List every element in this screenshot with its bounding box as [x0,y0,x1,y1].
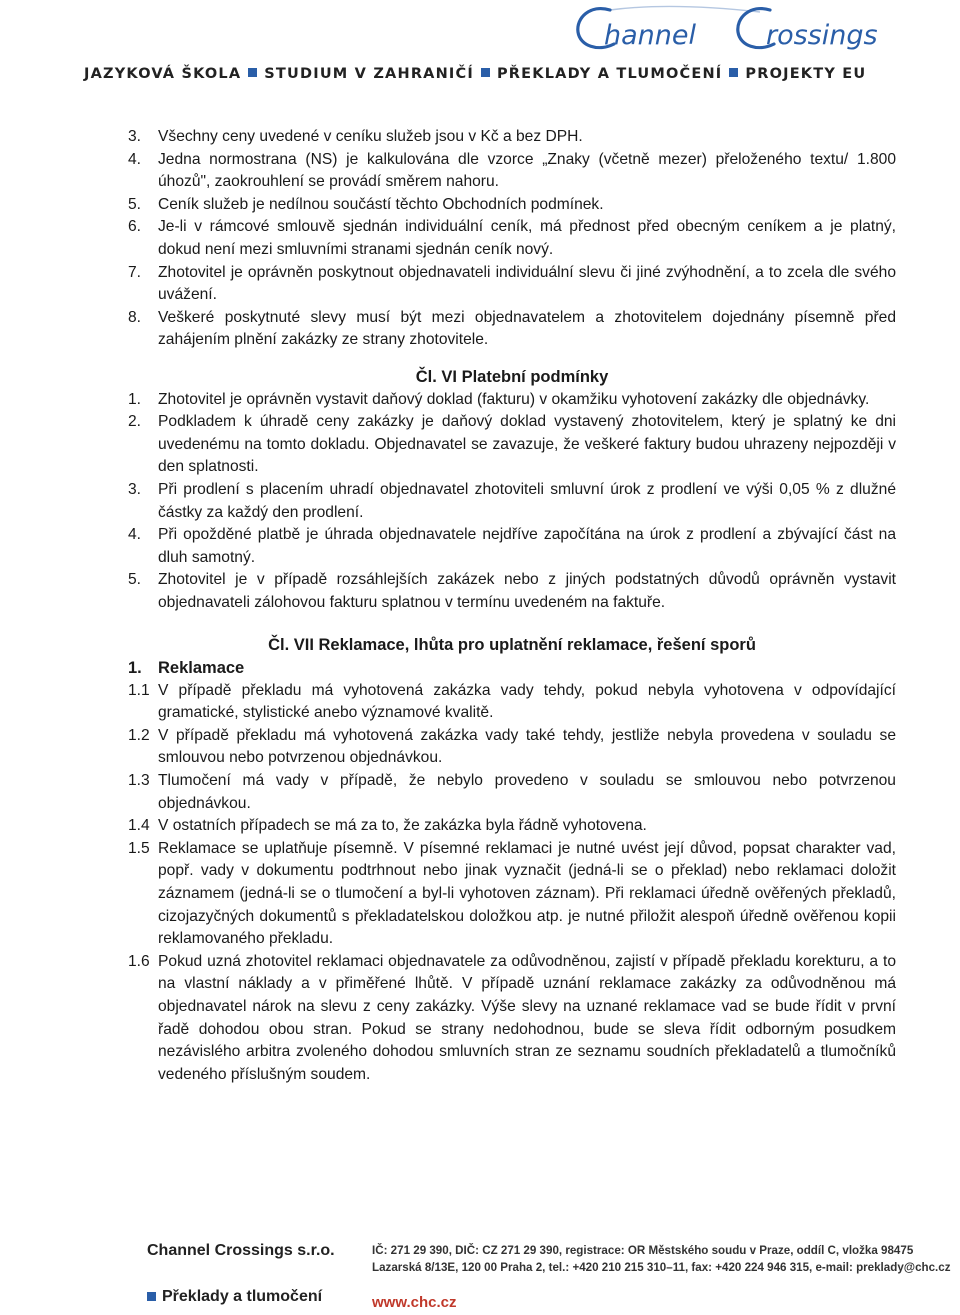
page-footer [0,1236,960,1315]
list-item [128,524,896,569]
document-body [128,126,896,1086]
list-number: 1.5 [128,839,150,857]
list-text: V případě překladu má vyhotovená zakázka vady také tehdy, jestliže nebyla provedena v souladu se smlouvou nebo potvrzenou objednávkou. [158,726,896,767]
header-tagline [84,66,866,82]
list-item [128,216,896,261]
list-item [128,479,896,524]
list-number: 8. [128,308,142,326]
list-text: Zhotovitel je oprávněn poskytnout objednavateli individuální slevu či jiné zvýhodnění, a to zcela dle svého uvážení. [158,263,896,304]
list-item [128,149,896,194]
footer-details [372,1242,951,1276]
list-number: 3. [128,128,142,145]
svg-text:hannel: hannel [604,20,696,51]
footer-website-link[interactable]: www.chc.cz [372,1294,457,1311]
list-items-section6 [128,389,896,615]
svg-text:rossings: rossings [766,20,878,51]
list-item [128,262,896,307]
list-text: Ceník služeb je nedílnou součástí těchto Obchodních podmínek. [158,195,604,213]
list-number: 7. [128,263,142,281]
list-number: 6. [128,218,142,236]
list-text: Tlumočení má vady v případě, že nebylo provedeno v souladu se smlouvou nebo potvrzenou objednávkou. [158,772,896,812]
list-item [128,194,896,217]
list-text: Je-li v rámcové smlouvě sjednán individuální ceník, má přednost před obecným ceníkem a je platný, dokud není mezi smluvními stranami sjednán ceník nový. [158,218,896,258]
channel-crossings-logo [570,0,950,60]
list-text: Při prodlení s placením uhradí objednavatel zhotoviteli smluvní úrok z prodlení ve výši 0,05 % z dlužné částky za každý den prodlení. [158,480,896,521]
list-item [128,770,896,815]
list-items-top [128,126,896,352]
list-item [128,951,896,1087]
list-text: V ostatních případech se má za to, že zakázka byla řádně vyhotovena. [158,817,647,835]
footer-contact: Lazarská 8/13E, 120 00 Praha 2, tel.: +420 210 215 310–11, fax: +420 224 946 315, e-mail: preklady@chc.cz [372,1261,951,1274]
list-item [128,569,896,614]
list-text: Jedna normostrana (NS) je kalkulována dle vzorce „Znaky (včetně mezer) přeloženého textu/ 1.800 úhozů", zaokrouhlení se provádí směrem nahoru. [158,150,896,191]
list-text: Zhotovitel je v případě rozsáhlejších zakázek nebo z jiných podstatných důvodů oprávněn vystavit objednavateli zálohovou fakturu splatnou v termínu uvedeném na faktuře. [158,571,896,611]
section-title-vii: Čl. VII Reklamace, lhůta pro uplatnění reklamace, řešení sporů [268,636,756,655]
list-text: Při opožděné platbě je úhrada objednavatele nejdříve započítána na úrok z prodlení a zbývající část na dluh samotný. [158,526,896,566]
list-item [128,680,896,725]
list-text: Veškeré poskytnuté slevy musí být mezi objednavatelem a zhotovitelem dojednány písemně před zahájením plnění zakázky ze strany zhotovitele. [158,308,896,349]
list-number: 3. [128,480,142,498]
list-number: 4. [128,526,142,544]
bullet-square-icon [248,68,257,77]
list-item [128,307,896,352]
list-text: Pokud uzná zhotovitel reklamaci objednavatele za odůvodněnou, zajistí v případě překladu korekturu, a to na vlastní náklady a v přiměřené lhůtě. V případě uznání reklamace zakázky za odůvodněnou má objednavatel nárok na slevu z ceny zakázky. Výše slevy na uznané reklamace vad se bude řídit v první řadě dohodou obou stran. Pokud se strany nedohodnou, bude se sleva řídit odborným posudkem nezávislého arbitra zvoleného dohodou smluvních stran ze seznamu soudních překladatelů a tlumočníků vedeného příslušným soudem. [158,952,896,1083]
list-number: 4. [128,150,142,168]
list-number: 2. [128,413,142,431]
footer-tagline-text: Překlady a tlumočení [162,1288,323,1305]
list-items-section7 [128,680,896,1087]
list-item [128,411,896,479]
subheading-reklamace [128,657,896,680]
list-number: 1.2 [128,726,150,744]
list-number: 1. [128,659,142,678]
bullet-square-icon [481,68,490,77]
section-title-vi: Čl. VI Platební podmínky [415,367,609,386]
list-item [128,815,896,838]
footer-tagline [147,1288,322,1306]
list-item [128,389,896,412]
header-item: PŘEKLADY A TLUMOČENÍ [496,66,723,82]
list-text: Podkladem k úhradě ceny zakázky je daňový doklad vystavený zhotovitelem, který je splatný ke dni uvedenému na tomto dokladu. Objednavatel se zavazuje, že veškeré faktury budou uhrazeny nejpozději v den splatnosti. [158,413,896,476]
list-number: 5. [128,195,142,213]
subheading-text: Reklamace [158,659,245,678]
bullet-square-icon [147,1292,156,1301]
list-text: Reklamace se uplatňuje písemně. V písemné reklamaci je nutné uvést její důvod, popsat charakter vad, popř. vady v dokumentu podtrhnout nebo jinak vyznačit (jedná-li se o překlad) nebo reklamaci doložit záznamem (jedná-li se o tlumočení a byl-li vyhotoven záznam). Při reklamaci úředně ověřených překladů, cizojazyčných dokumentů s překladatelskou doložkou atp. je nutné přiložit alespoň úředně ověřenou kopii reklamovaného překladu. [158,839,896,948]
list-number: 5. [128,571,142,589]
list-text: Zhotovitel je oprávněn vystavit daňový doklad (fakturu) v okamžiku vyhotovení zakázky dle objednávky. [158,390,870,408]
bullet-square-icon [729,68,738,77]
list-number: 1.1 [128,681,150,699]
footer-registration: IČ: 271 29 390, DIČ: CZ 271 29 390, registrace: OR Městského soudu v Praze, oddíl C, vložka 98475 [372,1244,914,1257]
list-number: 1. [128,390,142,408]
header-item: PROJEKTY EU [745,66,867,82]
list-item [128,838,896,951]
list-number: 1.6 [128,952,150,970]
list-item [128,126,896,149]
list-item [128,725,896,770]
list-number: 1.4 [128,817,150,835]
list-text: V případě překladu má vyhotovená zakázka vady tehdy, pokud nebyla vyhotovena v odpovídající gramatické, stylistické anebo významové kvalitě. [158,681,896,722]
list-text: Všechny ceny uvedené v ceníku služeb jsou v Kč a bez DPH. [158,128,583,145]
header-item: JAZYKOVÁ ŠKOLA [84,66,242,82]
header-item: STUDIUM V ZAHRANIČÍ [264,66,474,82]
list-number: 1.3 [128,772,150,790]
footer-company: Channel Crossings s.r.o. [147,1242,335,1259]
